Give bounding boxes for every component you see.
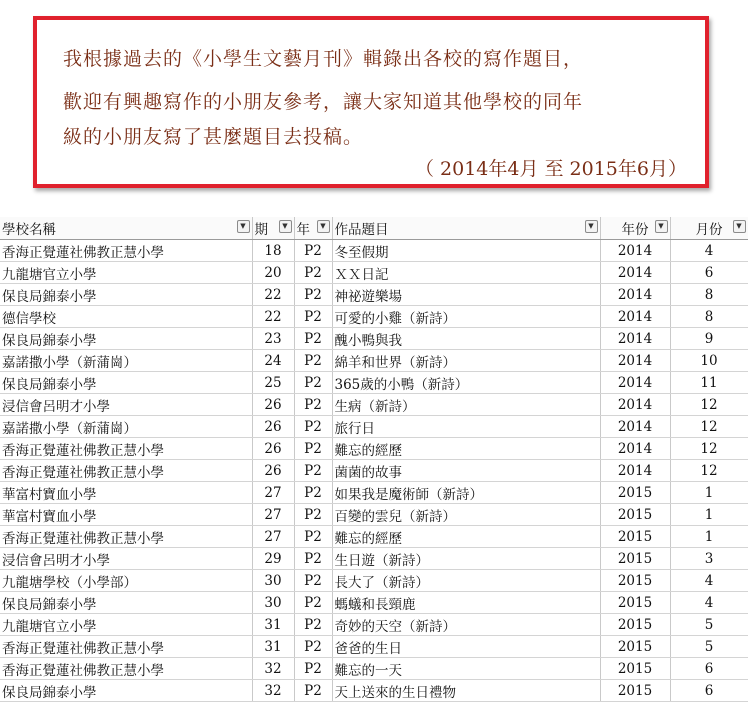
cell-school[interactable]: 香海正覺蓮社佛教正慧小學 [0,636,252,658]
cell-school[interactable]: 保良局錦泰小學 [0,328,252,350]
cell-issue[interactable]: 27 [252,482,294,504]
cell-school[interactable]: 保良局錦泰小學 [0,680,252,702]
notice-line-1: 我根據過去的《小學生文藝月刊》輯錄出各校的寫作題目， [63,48,584,70]
cell-title[interactable]: 難忘的經歷 [332,438,600,460]
cell-title[interactable]: 長大了（新詩） [332,570,600,592]
cell-month[interactable]: 6 [670,680,748,702]
cell-issue[interactable]: 26 [252,438,294,460]
table-row [0,240,748,262]
cell-issue[interactable]: 23 [252,328,294,350]
cell-issue[interactable]: 20 [252,262,294,284]
cell-grade[interactable]: P2 [294,284,332,306]
cell-grade[interactable]: P2 [294,680,332,702]
cell-grade[interactable]: P2 [294,262,332,284]
cell-issue[interactable]: 31 [252,636,294,658]
header-issue: 期 ▼ [252,217,294,240]
cell-grade[interactable]: P2 [294,306,332,328]
cell-grade[interactable]: P2 [294,328,332,350]
cell-title[interactable]: 生日遊（新詩） [332,548,600,570]
table-row [0,658,748,680]
cell-school[interactable]: 九龍塘官立小學 [0,262,252,284]
table-row [0,394,748,416]
cell-title[interactable]: 天上送來的生日禮物 [332,680,600,702]
cell-month[interactable]: 8 [670,306,748,328]
cell-issue[interactable]: 24 [252,350,294,372]
cell-issue[interactable]: 32 [252,658,294,680]
cell-month[interactable]: 11 [670,372,748,394]
cell-school[interactable]: 香海正覺蓮社佛教正慧小學 [0,658,252,680]
table-row [0,614,748,636]
cell-school[interactable]: 浸信會呂明才小學 [0,548,252,570]
cell-issue[interactable]: 26 [252,416,294,438]
cell-month[interactable]: 4 [670,240,748,262]
notice-line-2: 歡迎有興趣寫作的小朋友參考，讓大家知道其他學校的同年 [63,91,584,113]
cell-issue[interactable]: 25 [252,372,294,394]
cell-year[interactable]: 2014 [600,328,670,350]
cell-school[interactable]: 香海正覺蓮社佛教正慧小學 [0,438,252,460]
cell-school[interactable]: 香海正覺蓮社佛教正慧小學 [0,240,252,262]
cell-title[interactable]: 奇妙的天空（新詩） [332,614,600,636]
cell-year[interactable]: 2015 [600,658,670,680]
cell-issue[interactable]: 27 [252,504,294,526]
spreadsheet [0,217,748,702]
cell-year[interactable]: 2015 [600,592,670,614]
table-row [0,548,748,570]
table-row [0,372,748,394]
cell-grade[interactable]: P2 [294,614,332,636]
header-year: 年份 ▼ [600,217,670,240]
cell-grade[interactable]: P2 [294,240,332,262]
cell-issue[interactable]: 30 [252,592,294,614]
cell-year[interactable]: 2015 [600,482,670,504]
header-school: 學校名稱 ▼ [0,217,252,240]
cell-month[interactable]: 1 [670,482,748,504]
cell-title[interactable]: 365歲的小鴨（新詩） [332,372,600,394]
notice-box [33,16,709,188]
cell-grade[interactable]: P2 [294,658,332,680]
cell-month[interactable]: 5 [670,614,748,636]
cell-grade[interactable]: P2 [294,636,332,658]
cell-grade[interactable]: P2 [294,460,332,482]
cell-grade[interactable]: P2 [294,482,332,504]
cell-title[interactable]: 難忘的經歷 [332,526,600,548]
cell-title[interactable]: 醜小鴨與我 [332,328,600,350]
cell-month[interactable]: 9 [670,328,748,350]
filter-dropdown-icon[interactable]: ▼ [237,220,250,233]
filter-dropdown-icon[interactable]: ▼ [655,220,668,233]
cell-issue[interactable]: 26 [252,460,294,482]
cell-month[interactable]: 10 [670,350,748,372]
cell-school[interactable]: 華富村寶血小學 [0,504,252,526]
cell-title[interactable]: 難忘的一天 [332,658,600,680]
cell-title[interactable]: 神祕遊樂場 [332,284,600,306]
cell-title[interactable]: 爸爸的生日 [332,636,600,658]
cell-year[interactable]: 2015 [600,526,670,548]
cell-year[interactable]: 2014 [600,284,670,306]
table-row [0,504,748,526]
table-row [0,350,748,372]
cell-title[interactable]: 冬至假期 [332,240,600,262]
cell-title[interactable]: 可愛的小雞（新詩） [332,306,600,328]
cell-issue[interactable]: 27 [252,526,294,548]
table-row [0,284,748,306]
table-row [0,570,748,592]
cell-grade[interactable]: P2 [294,504,332,526]
cell-year[interactable]: 2014 [600,416,670,438]
cell-school[interactable]: 嘉諾撒小學（新蒲崗） [0,350,252,372]
cell-issue[interactable]: 18 [252,240,294,262]
cell-year[interactable]: 2015 [600,570,670,592]
cell-year[interactable]: 2015 [600,636,670,658]
cell-grade[interactable]: P2 [294,394,332,416]
cell-month[interactable]: 5 [670,636,748,658]
table-row [0,416,748,438]
cell-school[interactable]: 九龍塘學校（小學部） [0,570,252,592]
cell-school[interactable]: 香海正覺蓮社佛教正慧小學 [0,526,252,548]
table-row [0,680,748,702]
cell-year[interactable]: 2015 [600,504,670,526]
cell-grade[interactable]: P2 [294,548,332,570]
cell-title[interactable]: 百變的雲兒（新詩） [332,504,600,526]
cell-school[interactable]: 保良局錦泰小學 [0,372,252,394]
table-row [0,526,748,548]
cell-year[interactable]: 2014 [600,372,670,394]
cell-month[interactable]: 12 [670,460,748,482]
cell-grade[interactable]: P2 [294,350,332,372]
cell-title[interactable]: ＸＸ日記 [332,262,600,284]
cell-issue[interactable]: 22 [252,284,294,306]
cell-school[interactable]: 德信學校 [0,306,252,328]
cell-school[interactable]: 華富村寶血小學 [0,482,252,504]
cell-issue[interactable]: 22 [252,306,294,328]
cell-title[interactable]: 螞蟻和長頸鹿 [332,592,600,614]
cell-title[interactable]: 菌菌的故事 [332,460,600,482]
table-row [0,460,748,482]
cell-school[interactable]: 嘉諾撒小學（新蒲崗） [0,416,252,438]
header-month: 月份 ▼ [670,217,748,240]
cell-month[interactable]: 6 [670,658,748,680]
filter-dropdown-icon[interactable]: ▼ [733,220,746,233]
cell-year[interactable]: 2015 [600,548,670,570]
table-row [0,636,748,658]
header-grade: 年 ▼ [294,217,332,240]
cell-month[interactable]: 4 [670,570,748,592]
table-row [0,328,748,350]
cell-grade[interactable]: P2 [294,592,332,614]
cell-year[interactable]: 2014 [600,240,670,262]
cell-issue[interactable]: 26 [252,394,294,416]
cell-school[interactable]: 保良局錦泰小學 [0,284,252,306]
cell-grade[interactable]: P2 [294,372,332,394]
cell-grade[interactable]: P2 [294,438,332,460]
cell-title[interactable]: 如果我是魔術師（新詩） [332,482,600,504]
cell-year[interactable]: 2014 [600,306,670,328]
table-row [0,592,748,614]
cell-month[interactable]: 12 [670,438,748,460]
cell-issue[interactable]: 30 [252,570,294,592]
cell-issue[interactable]: 31 [252,614,294,636]
cell-month[interactable]: 12 [670,394,748,416]
cell-year[interactable]: 2014 [600,350,670,372]
cell-grade[interactable]: P2 [294,416,332,438]
writing-topics-table [0,217,748,702]
notice-line-3: 級的小朋友寫了甚麼題目去投稿。 [63,126,364,148]
table-row [0,438,748,460]
cell-grade[interactable]: P2 [294,570,332,592]
cell-title[interactable]: 旅行日 [332,416,600,438]
cell-school[interactable]: 九龍塘官立小學 [0,614,252,636]
cell-year[interactable]: 2014 [600,438,670,460]
cell-school[interactable]: 浸信會呂明才小學 [0,394,252,416]
filter-dropdown-icon[interactable]: ▼ [585,220,598,233]
filter-dropdown-icon[interactable]: ▼ [317,220,330,233]
cell-month[interactable]: 1 [670,526,748,548]
table-row [0,482,748,504]
cell-month[interactable]: 12 [670,416,748,438]
cell-year[interactable]: 2014 [600,394,670,416]
cell-year[interactable]: 2015 [600,680,670,702]
cell-month[interactable]: 6 [670,262,748,284]
cell-year[interactable]: 2014 [600,460,670,482]
table-row [0,262,748,284]
cell-title[interactable]: 綿羊和世界（新詩） [332,350,600,372]
cell-month[interactable]: 3 [670,548,748,570]
cell-issue[interactable]: 29 [252,548,294,570]
cell-month[interactable]: 4 [670,592,748,614]
cell-title[interactable]: 生病（新詩） [332,394,600,416]
date-range: （ 2014年4月 至 2015年6月） [414,158,687,180]
cell-grade[interactable]: P2 [294,526,332,548]
filter-dropdown-icon[interactable]: ▼ [279,220,292,233]
header-title: 作品題目 ▼ [332,217,600,240]
cell-school[interactable]: 保良局錦泰小學 [0,592,252,614]
cell-school[interactable]: 香海正覺蓮社佛教正慧小學 [0,460,252,482]
cell-month[interactable]: 8 [670,284,748,306]
header-row [0,217,748,240]
cell-issue[interactable]: 32 [252,680,294,702]
cell-month[interactable]: 1 [670,504,748,526]
cell-year[interactable]: 2014 [600,262,670,284]
table-row [0,306,748,328]
cell-year[interactable]: 2015 [600,614,670,636]
